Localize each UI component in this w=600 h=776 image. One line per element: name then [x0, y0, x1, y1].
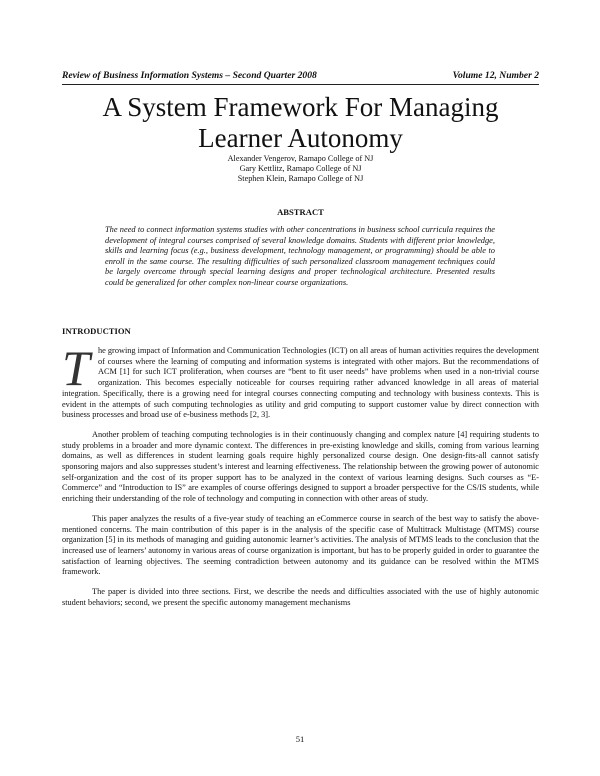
paragraph: [62, 340, 539, 421]
author: Alexander Vengerov, Ramapo College of NJ: [227, 154, 374, 163]
paragraph: Another problem of teaching computing technologies is in their continuously changing and complex nature [4] requiring students to study problems in a broader and more dynamic context. The differences in pre-existing knowledge and skills, coming from various learning domains, as well as differences in student learning goals require highly personalized course design. One design-fits-all cannot satisfy sponsoring majors and also suppresses student’s interest and learning effectiveness. The relationship between the growing power of autonomic self-organization and the cost of its proper support has to be analyzed in the context of various learning designs. Such courses as “E-Commerce” and “Introduction to IS” are examples of course offerings designed to support a broader perspective for the CS/IS students, while enriching their understanding of the role of technology and computing in connection with other areas of study.: [62, 429, 539, 504]
paragraph: This paper analyzes the results of a five-year study of teaching an eCommerce course in search of the best way to satisfy the above-mentioned concerns. The main contribution of this paper is in the analysis of the specific case of Multitrack Multistage (MTMS) course organization [5] in its methods of managing and guiding autonomic learner’s activities. The analysis of MTMS leads to the conclusion that the increased use of learners’ autonomy in various areas of course organization is important, but has to be properly guided in order to guarantee the satisfaction of learning objectives. The seeming contradiction between autonomy and its guidance can be resolved within the MTMS framework.: [62, 513, 539, 577]
paragraph-text: he growing impact of Information and Communication Technologies (ICT) on all areas of human activities requires the development of courses where the learning of computing and information systems is integrated with other majors. But the recommendations of ACM [1] for such ICT proliferation, when courses are “bent to fit user needs” have problems when used in a non-trivial course organization. This becomes especially noticeable for courses requiring rather advanced knowledge in all areas of material integration. Specifically, there is a growing need for integral courses connecting computing and technology with business contexts. This is evident in the attempts of such computing technologies as utility and grid computing to support customer value by direct connection with business processes and broad use of e-business methods [2, 3].: [62, 346, 539, 420]
paragraph: The paper is divided into three sections. First, we describe the needs and difficulties associated with the use of highly autonomic student behaviors; second, we present the specific autonomy management mechanisms: [62, 587, 539, 607]
introduction-heading: INTRODUCTION: [62, 326, 131, 336]
journal-name: Review of Business Information Systems – Second Quarter 2008: [62, 70, 317, 81]
abstract-text: The need to connect information systems studies with other concentrations in business school curricula requires the development of integral courses comprised of several knowledge domains. Students with different prior knowledge, skills and learning focus (e.g., business development, technology management, or programming) should be able to enroll in the same course. The resulting difficulties of such personalized classroom management techniques could be largely overcome through special learning designs and proper technological architecture. Presented results could be generalized for other complex non-linear course organizations.: [105, 225, 495, 287]
abstract-heading: ABSTRACT: [277, 207, 324, 217]
volume-number: Volume 12, Number 2: [452, 70, 539, 81]
paper-title: [62, 92, 539, 154]
author: Gary Kettlitz, Ramapo College of NJ: [239, 164, 362, 173]
body-text: [62, 340, 539, 617]
running-header: [62, 70, 539, 85]
page-number: 51: [295, 734, 305, 744]
title-line-2: Learner Autonomy: [198, 123, 403, 153]
author: Stephen Klein, Ramapo College of NJ: [237, 174, 364, 183]
title-line-1: A System Framework For Managing: [102, 92, 499, 122]
author-list: [62, 154, 539, 184]
drop-cap: T: [62, 340, 90, 396]
